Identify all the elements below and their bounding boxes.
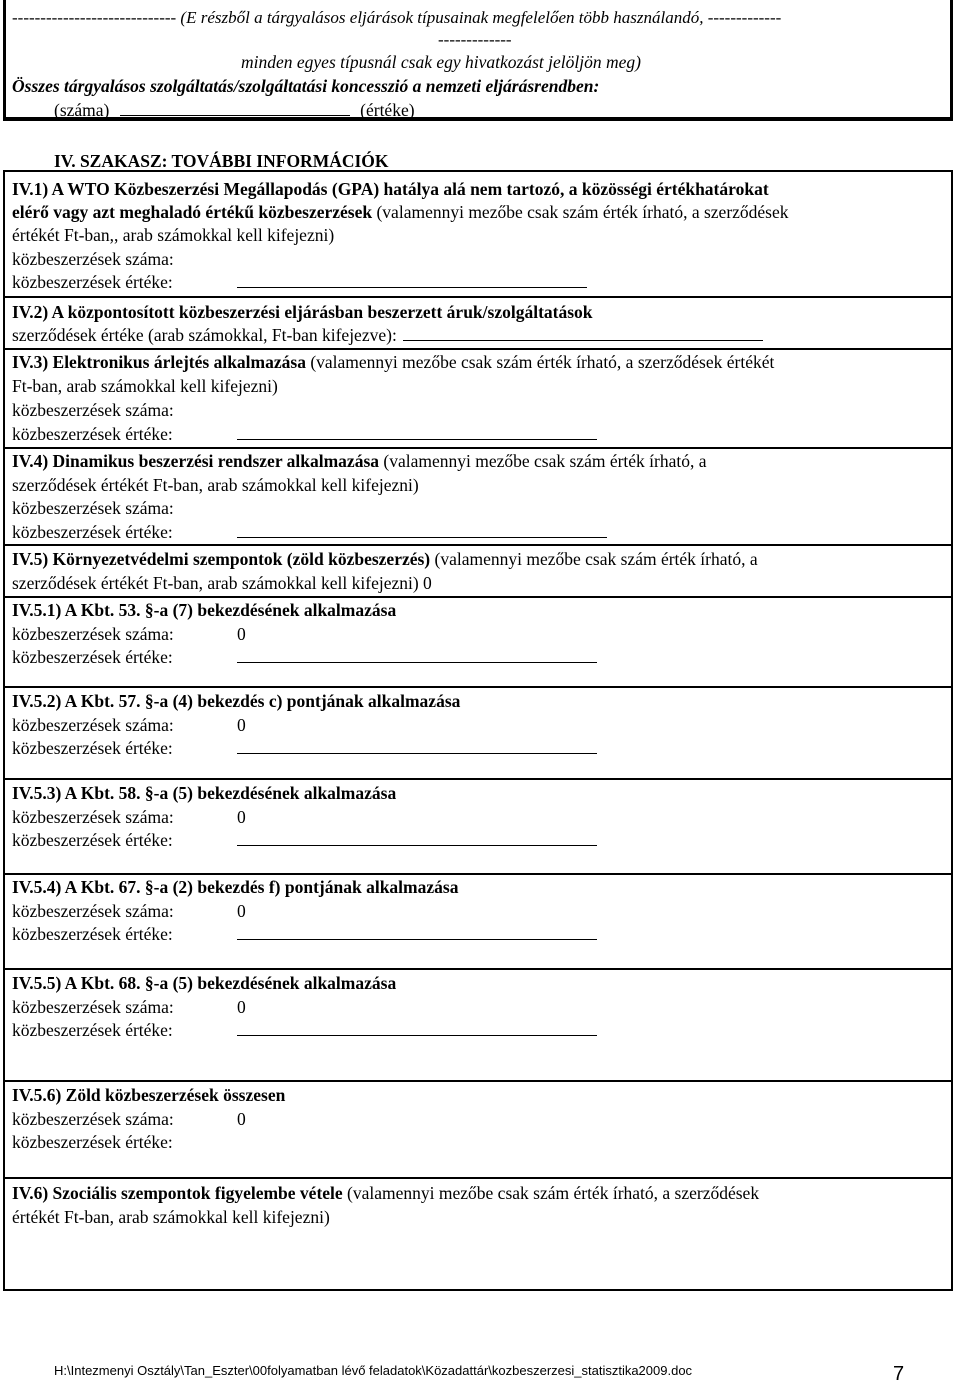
sub3-title: IV.5.3) A Kbt. 58. §-a (5) bekezdésének alkalmazása [12,783,397,803]
sub4-erteke-field[interactable] [237,923,597,940]
s5-title: IV.5) Környezetvédelmi szempontok (zöld közbeszerzés) [12,549,431,569]
s1-szama [12,248,174,270]
sub4-title: IV.5.4) A Kbt. 67. §-a (2) bekezdés f) pontjának alkalmazása [12,877,459,897]
s2-label: szerződések értéke (arab számokkal, Ft-ban kifejezve): [12,325,397,345]
instruction-line-1: ----------------------------- (E részből a tárgyalásos eljárások típusainak megfelelően több használandó, ------------- [12,8,782,27]
erteke-label: közbeszerzések értéke: [12,738,173,758]
erteke-label: közbeszerzések értéke: [12,272,173,292]
s3-erteke [12,423,597,445]
sub6-erteke [12,1131,237,1153]
s4-note: (valamennyi mezőbe csak szám érték írható, a [379,451,707,471]
s5-line1 [12,548,758,570]
sub6-szama [12,1108,246,1130]
s4-title: IV.4) Dinamikus beszerzési rendszer alkalmazása [12,451,380,471]
s5-note: (valamennyi mezőbe csak szám érték írható, a [430,549,758,569]
s3-erteke-field[interactable] [237,423,597,440]
sub5-title: IV.5.5) A Kbt. 68. §-a (5) bekezdésének alkalmazása [12,973,397,993]
sub6-szama-value: 0 [237,1109,246,1129]
sub2-erteke-field[interactable] [237,737,597,754]
s3-szama [12,399,174,421]
s3-note: (valamennyi mezőbe csak szám érték írható, a szerződések értékét [305,352,775,372]
erteke-label: közbeszerzések értéke: [12,1020,173,1040]
sub2-title: IV.5.2) A Kbt. 57. §-a (4) bekezdés c) pontjának alkalmazása [12,691,461,711]
sub2-szama-value: 0 [237,715,246,735]
negotiated-services-title: Összes tárgyalásos szolgáltatás/szolgáltatási koncesszió a nemzeti eljárásrendben: [12,76,600,96]
sub5-erteke [12,1019,597,1041]
sub5-erteke-field[interactable] [237,1019,597,1036]
sub1-title: IV.5.1) A Kbt. 53. §-a (7) bekezdésének alkalmazása [12,600,397,620]
szama-label: közbeszerzések száma: [12,715,174,735]
erteke-label: közbeszerzések értéke: [12,830,173,850]
szama-label: közbeszerzések száma: [12,997,174,1017]
s4-line1 [12,450,707,472]
szama-label: közbeszerzések száma: [12,624,174,644]
szama-label: közbeszerzések száma: [12,400,174,420]
sub1-erteke [12,646,597,668]
s5-line2: szerződések értékét Ft-ban, arab számokkal kell kifejezni) 0 [12,573,432,593]
sub3-szama-value: 0 [237,807,246,827]
s1-line3: értékét Ft-ban,, arab számokkal kell kifejezni) [12,225,335,245]
erteke-label: közbeszerzések értéke: [12,522,173,542]
sub3-erteke-field[interactable] [237,829,597,846]
s6-line2: értékét Ft-ban, arab számokkal kell kifejezni) [12,1207,330,1227]
s4-erteke-field[interactable] [237,521,607,538]
instruction-line-2: ------------- [438,30,512,49]
s1-line2 [12,201,789,223]
s3-title: IV.3) Elektronikus árlejtés alkalmazása [12,352,306,372]
szama-label: közbeszerzések száma: [12,807,174,827]
section-heading: IV. SZAKASZ: TOVÁBBI INFORMÁCIÓK [54,151,389,171]
sub1-erteke-field[interactable] [237,646,597,663]
s1-erteke [12,271,587,293]
erteke-label: közbeszerzések értéke: [12,424,173,444]
szama-label: közbeszerzések száma: [12,249,174,269]
s6-title: IV.6) Szociális szempontok figyelembe vétele [12,1183,343,1203]
erteke-label: közbeszerzések értéke: [12,1132,173,1152]
sub3-erteke [12,829,597,851]
szama-label: közbeszerzések száma: [12,1109,174,1129]
sub5-szama [12,996,246,1018]
s4-erteke [12,521,607,543]
instruction-line-3: minden egyes típusnál csak egy hivatkozást jelöljön meg) [241,52,641,72]
s4-szama [12,497,174,519]
sub2-szama [12,714,246,736]
count-field[interactable] [120,99,350,116]
s3-line2: Ft-ban, arab számokkal kell kifejezni) [12,376,278,396]
sub6-title: IV.5.6) Zöld közbeszerzések összesen [12,1085,286,1105]
erteke-label: közbeszerzések értéke: [12,647,173,667]
s1-title: IV.1) A WTO Közbeszerzési Megállapodás (GPA) hatálya alá nem tartozó, a közösségi értékhatárokat [12,179,769,199]
s2-line2 [12,324,763,346]
sub2-erteke [12,737,597,759]
s4-line2: szerződések értékét Ft-ban, arab számokkal kell kifejezni) [12,475,419,495]
page-number: 7 [893,1363,905,1385]
s6-line1 [12,1182,759,1204]
sub5-szama-value: 0 [237,997,246,1017]
negotiated-count-row [54,99,415,121]
s3-line1 [12,351,774,373]
sub4-erteke [12,923,597,945]
sub4-szama [12,900,246,922]
sub1-szama [12,623,246,645]
footer-path: H:\Intezmenyi Osztály\Tan_Eszter\00folyamatban lévő feladatok\Közadattár\kozbeszerzesi_statisztika2009.doc [54,1363,693,1378]
s1-note: (valamennyi mezőbe csak szám érték írható, a szerződések [372,202,789,222]
sub1-szama-value: 0 [237,624,246,644]
s2-field[interactable] [403,324,763,341]
sub4-szama-value: 0 [237,901,246,921]
szama-label: közbeszerzések száma: [12,901,174,921]
erteke-label: közbeszerzések értéke: [12,924,173,944]
count-label: (száma) [54,100,110,120]
value-label: (értéke) [360,100,415,120]
sub3-szama [12,806,246,828]
s1-erteke-field[interactable] [237,271,587,288]
s2-title: IV.2) A központosított közbeszerzési eljárásban beszerzett áruk/szolgáltatások [12,302,593,322]
s1-title-cont: elérő vagy azt meghaladó értékű közbeszerzések [12,202,373,222]
s6-note: (valamennyi mezőbe csak szám érték írható, a szerződések [342,1183,760,1203]
szama-label: közbeszerzések száma: [12,498,174,518]
